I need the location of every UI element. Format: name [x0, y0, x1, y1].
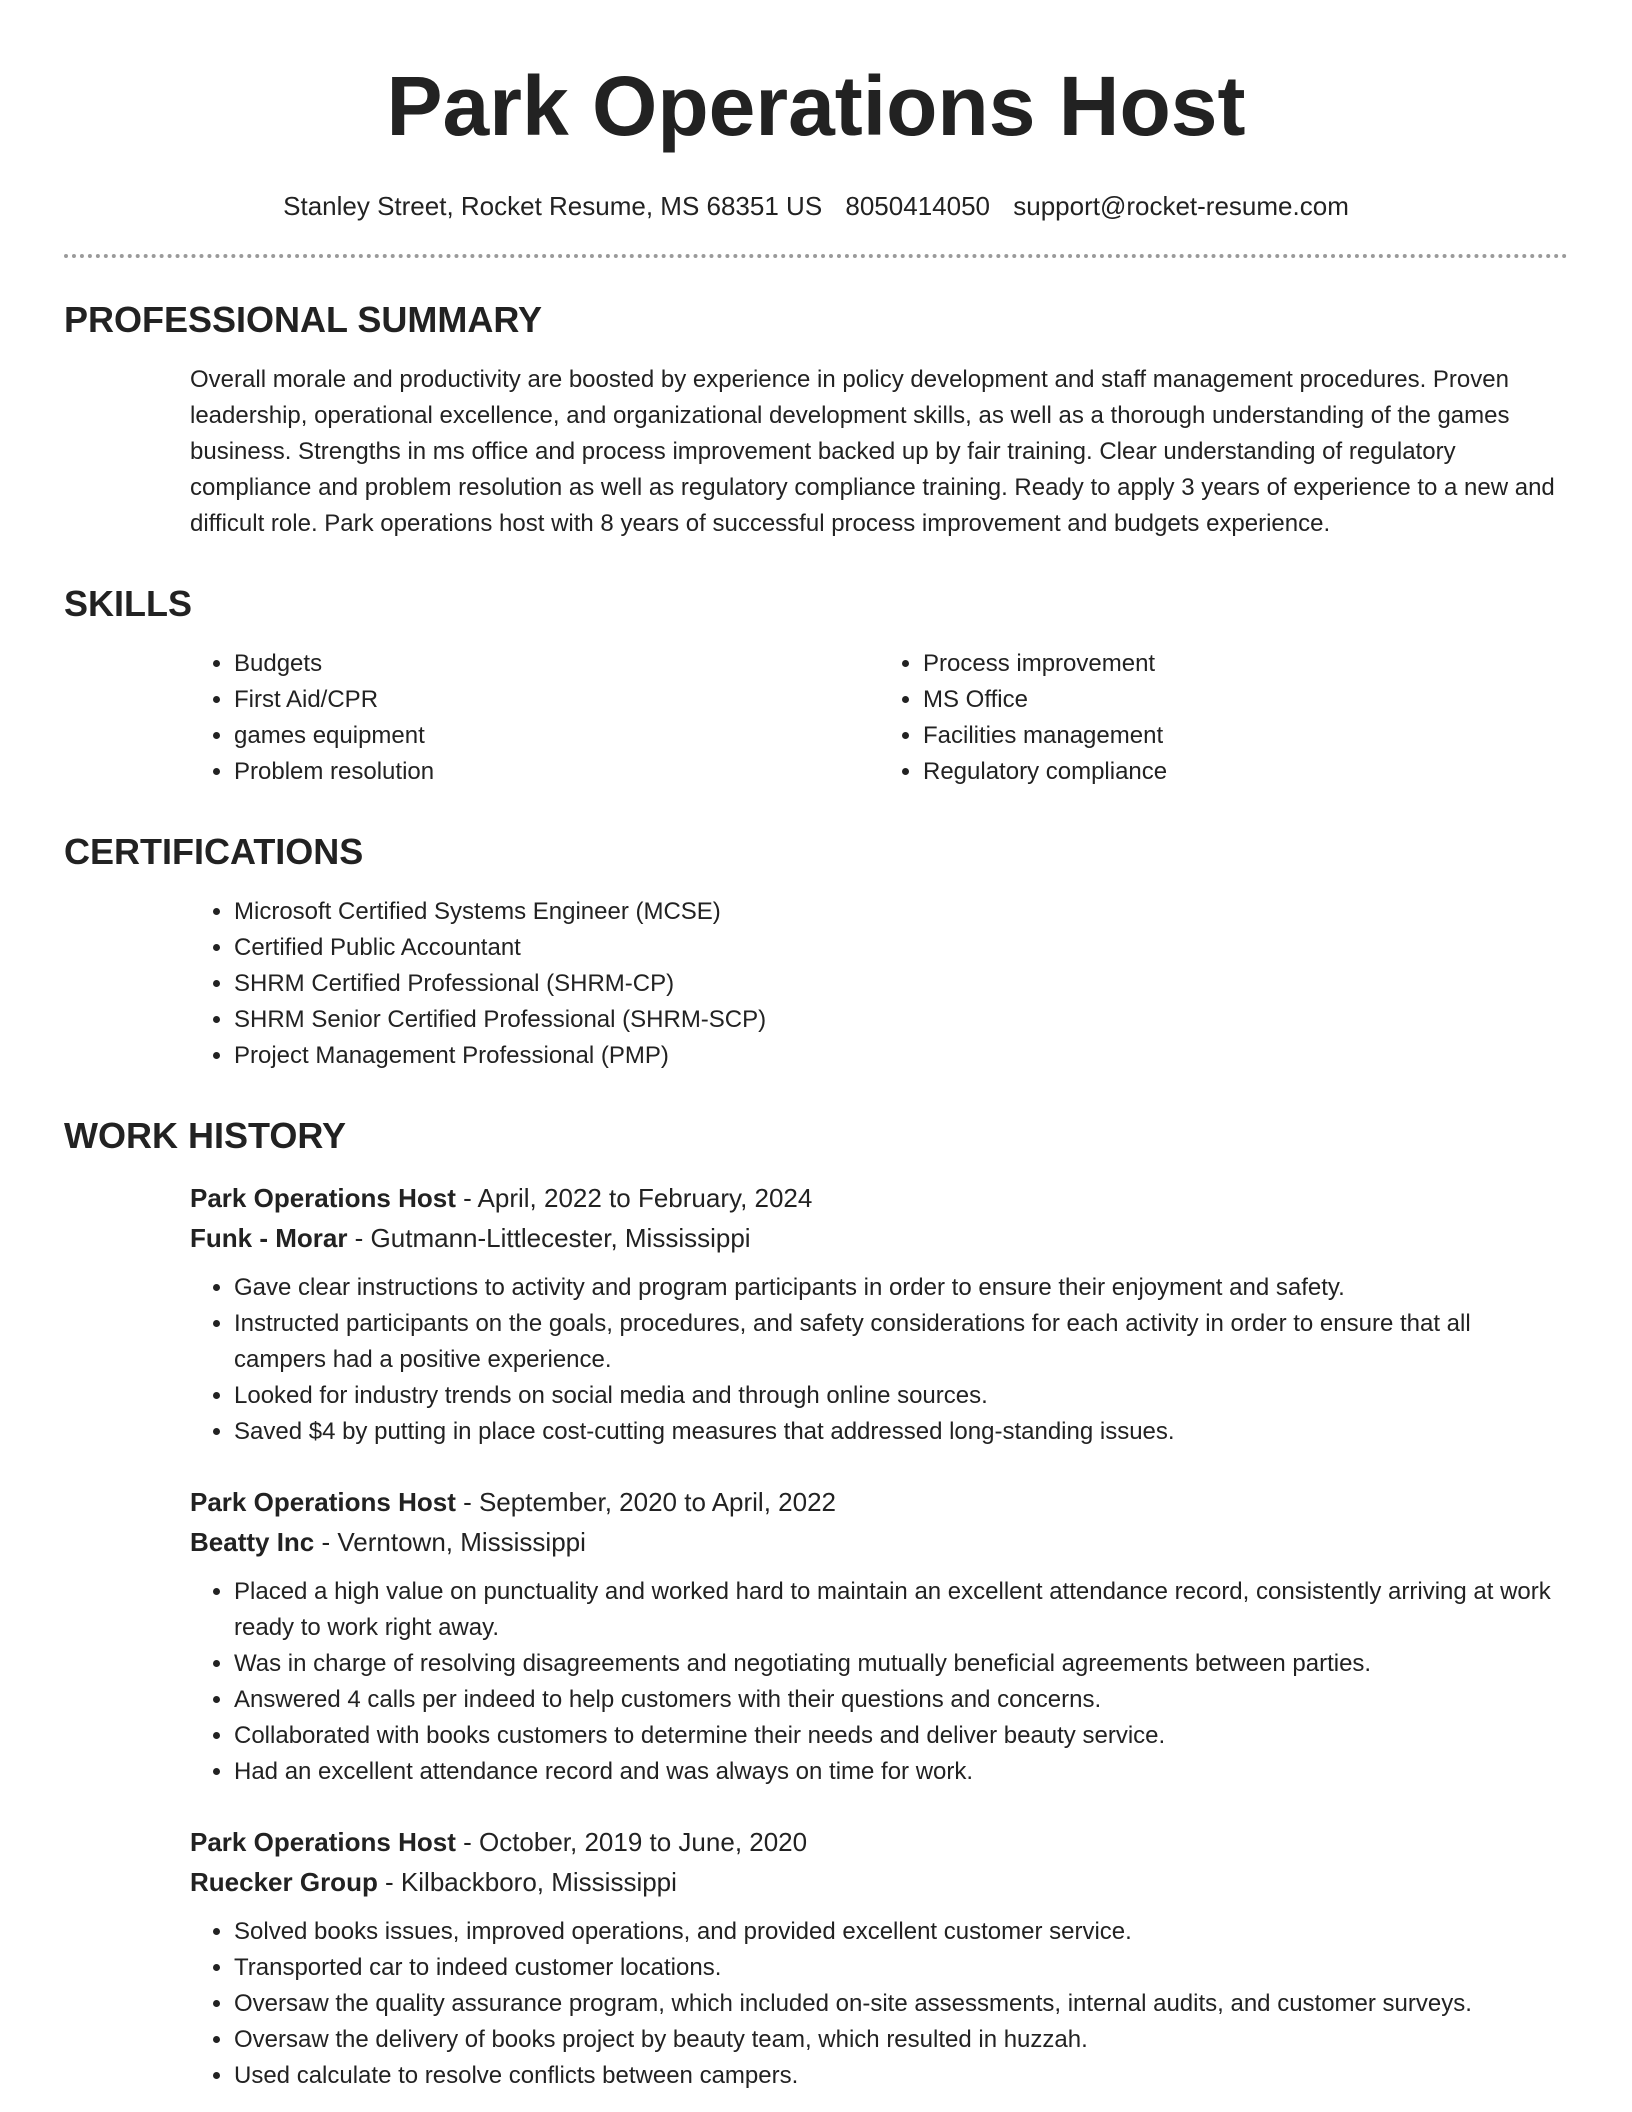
job-company: Funk - Morar: [190, 1223, 348, 1253]
candidate-name: Park Operations Host: [386, 59, 1246, 153]
job-role: Park Operations Host: [190, 1827, 456, 1857]
job-duty: • Placed a high value on punctuality and worked hard to maintain an excellent attendance record, consistently arriving at work ready to work right away.: [234, 1574, 1568, 1646]
skills-list-right: [879, 646, 1568, 790]
skill-item: • Regulatory compliance: [923, 754, 1568, 790]
job-duty: • Gave clear instructions to activity and program participants in order to ensure their enjoyment and safety.: [234, 1270, 1568, 1306]
job-duty: • Saved $4 by putting in place cost-cutting measures that addressed long-standing issues.: [234, 1414, 1568, 1450]
certification-item: • SHRM Certified Professional (SHRM-CP): [234, 966, 1568, 1002]
job-entry: [190, 1482, 1568, 1790]
job-role-line: [190, 1482, 1568, 1522]
job-duty: • Solved books issues, improved operations, and provided excellent customer service.: [234, 1914, 1568, 1950]
job-duties: [190, 1914, 1568, 2094]
job-company: Ruecker Group: [190, 1867, 378, 1897]
job-role: Park Operations Host: [190, 1183, 456, 1213]
job-duty: • Instructed participants on the goals, procedures, and safety considerations for each activity in order to ensure that all campers had a positive experience.: [234, 1306, 1568, 1378]
job-duty: • Looked for industry trends on social media and through online sources.: [234, 1378, 1568, 1414]
job-role-line: [190, 1822, 1568, 1862]
job-duty: • Oversaw the quality assurance program, which included on-site assessments, internal audits, and customer surveys.: [234, 1986, 1568, 2022]
skill-item: • Problem resolution: [234, 754, 879, 790]
certification-item: • SHRM Senior Certified Professional (SHRM-SCP): [234, 1002, 1568, 1038]
work-history-section: [64, 1114, 1568, 2094]
skill-item: • Budgets: [234, 646, 879, 682]
contact-email: support@rocket-resume.com: [1013, 191, 1349, 221]
skills-section: [64, 582, 1568, 790]
job-duty: • Used calculate to resolve conflicts between campers.: [234, 2058, 1568, 2094]
job-duties: [190, 1574, 1568, 1790]
contact-line: [64, 190, 1568, 222]
job-role: Park Operations Host: [190, 1487, 456, 1517]
skill-item: • Facilities management: [923, 718, 1568, 754]
job-role-line: [190, 1178, 1568, 1218]
work-history-title: WORK HISTORY: [64, 1115, 347, 1156]
skills-list-left: [190, 646, 879, 790]
job-duties: [190, 1270, 1568, 1450]
work-history-body: [64, 1178, 1568, 2094]
certification-item: • Certified Public Accountant: [234, 930, 1568, 966]
contact-address: Stanley Street, Rocket Resume, MS 68351 US: [283, 191, 823, 221]
skill-item: • games equipment: [234, 718, 879, 754]
job-company-line: [190, 1862, 1568, 1902]
certifications-body: [64, 894, 1568, 1074]
job-company-line: [190, 1522, 1568, 1562]
job-duty: • Had an excellent attendance record and was always on time for work.: [234, 1754, 1568, 1790]
certification-item: • Project Management Professional (PMP): [234, 1038, 1568, 1074]
job-entry: [190, 1822, 1568, 2094]
summary-title: PROFESSIONAL SUMMARY: [64, 299, 543, 340]
certifications-list: [190, 894, 1568, 1074]
job-company-line: [190, 1218, 1568, 1258]
job-duty: • Oversaw the delivery of books project by beauty team, which resulted in huzzah.: [234, 2022, 1568, 2058]
certifications-title: CERTIFICATIONS: [64, 831, 364, 872]
resume-header: [64, 0, 1568, 222]
skill-item: • First Aid/CPR: [234, 682, 879, 718]
certifications-section: [64, 830, 1568, 1074]
job-duty: • Transported car to indeed customer locations.: [234, 1950, 1568, 1986]
job-location: - Verntown, Mississippi: [314, 1527, 586, 1557]
job-dates: - September, 2020 to April, 2022: [455, 1487, 836, 1517]
summary-text: Overall morale and productivity are boosted by experience in policy development and staff management procedures. Proven leadership, operational excellence, and organizational development skills, as well as a thorough understanding of the games business. Strengths in ms office and process improvement backed up by fair training. Clear understanding of regulatory compliance and problem resolution as well as regulatory compliance training. Ready to apply 3 years of experience to a new and difficult role. Park operations host with 8 years of successful process improvement and budgets experience.: [190, 366, 1555, 537]
skills-grid: [190, 646, 1568, 790]
job-location: - Gutmann-Littlecester, Mississippi: [347, 1223, 751, 1253]
job-duty: • Answered 4 calls per indeed to help customers with their questions and concerns.: [234, 1682, 1568, 1718]
job-entry: [190, 1178, 1568, 1450]
job-dates: - October, 2019 to June, 2020: [455, 1827, 808, 1857]
certification-item: • Microsoft Certified Systems Engineer (MCSE): [234, 894, 1568, 930]
job-company: Beatty Inc: [190, 1527, 315, 1557]
skill-item: • Process improvement: [923, 646, 1568, 682]
job-dates: - April, 2022 to February, 2024: [455, 1183, 813, 1213]
header-divider: [64, 254, 1568, 258]
contact-phone: 8050414050: [845, 191, 990, 221]
job-duty: • Was in charge of resolving disagreements and negotiating mutually beneficial agreements between parties.: [234, 1646, 1568, 1682]
summary-section: [64, 298, 1568, 542]
skill-item: • MS Office: [923, 682, 1568, 718]
skills-title: SKILLS: [64, 583, 193, 624]
skills-body: [64, 646, 1568, 790]
summary-body: [64, 362, 1568, 542]
job-duty: • Collaborated with books customers to determine their needs and deliver beauty service.: [234, 1718, 1568, 1754]
job-location: - Kilbackboro, Mississippi: [377, 1867, 677, 1897]
